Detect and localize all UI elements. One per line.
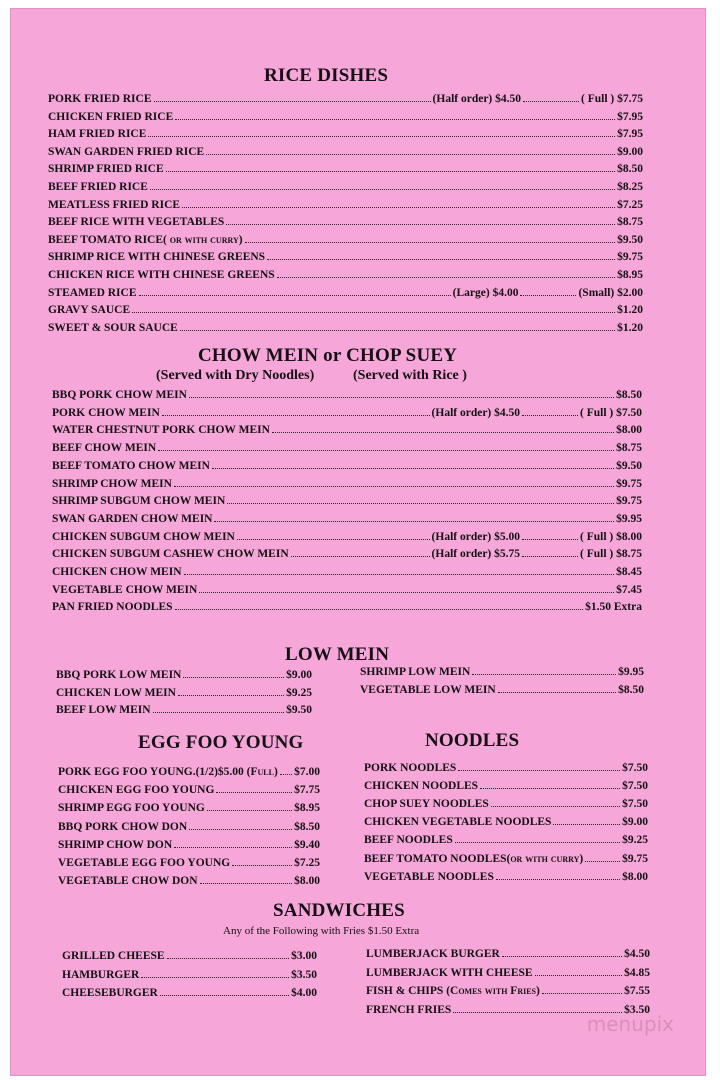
dot-leader (232, 865, 292, 866)
menu-item-price: $9.75 (617, 251, 643, 264)
menu-item-price: $7.95 (617, 110, 643, 123)
watermark: menupix (586, 1012, 674, 1036)
dot-leader (458, 770, 620, 771)
menu-item-price: $9.00 (622, 816, 648, 829)
menu-item-name: PORK FRIED RICE (48, 93, 152, 105)
menu-item (48, 90, 643, 108)
menu-item (52, 457, 642, 475)
menu-item-price: $7.45 (616, 583, 642, 596)
low-mein-title: LOW MEIN (285, 644, 390, 665)
menu-item (364, 777, 648, 795)
dot-leader (523, 101, 579, 102)
menu-item-price: $8.50 (617, 163, 643, 176)
menu-item (364, 759, 648, 777)
menu-item-name: FRENCH FRIES (366, 1003, 452, 1016)
dot-leader (491, 806, 620, 807)
menu-item-price: $9.75 (616, 477, 642, 490)
dot-leader (496, 879, 620, 880)
dot-leader (498, 692, 616, 693)
menu-item (58, 836, 320, 854)
dot-leader (502, 956, 622, 957)
dot-leader (455, 842, 620, 843)
menu-item-price: $3.50 (291, 968, 317, 981)
menu-item-price: $7.50 (622, 780, 648, 793)
menu-item-name: SHRIMP CHOW MEIN (52, 477, 172, 490)
menu-item-name: VEGETABLE EGG FOO YOUNG (58, 857, 231, 869)
menu-item-price: $4.85 (624, 966, 650, 979)
menu-item-name: HAMBURGER (62, 968, 140, 981)
sandwiches-note: Any of the Following with Fries $1.50 Extra (223, 925, 420, 937)
menu-item-name: WATER CHESTNUT PORK CHOW MEIN (52, 424, 270, 437)
dot-leader (472, 674, 616, 675)
menu-item (48, 108, 643, 126)
dot-leader (132, 312, 615, 313)
dot-leader (148, 136, 615, 137)
menu-item-name: GRAVY SAUCE (48, 304, 131, 317)
dot-leader (272, 432, 614, 433)
menu-item (366, 964, 650, 982)
dot-leader (226, 224, 615, 225)
sandwiches-title: SANDWICHES (273, 900, 405, 921)
menu-item-price: $7.50 (622, 798, 648, 811)
menu-item-price: ( Full ) $8.00 (580, 530, 642, 543)
menu-item-name: PORK NOODLES (364, 762, 457, 774)
dot-leader (522, 556, 578, 557)
menu-item (62, 947, 317, 965)
menu-item-name: PORK CHOW MEIN (52, 406, 160, 419)
dot-leader (553, 824, 620, 825)
menu-item-name: BEEF CHOW MEIN (52, 442, 157, 455)
menu-item-name: VEGETABLE NOODLES (364, 870, 494, 883)
dot-leader (166, 171, 615, 172)
chow-mein-title: CHOW MEIN or CHOP SUEY (198, 345, 458, 366)
dot-leader (214, 521, 614, 522)
menu-item-half-price: (Half order) $5.00 (431, 530, 521, 543)
menu-item (48, 248, 643, 266)
menu-item-price: $7.25 (617, 198, 643, 211)
dot-leader (206, 154, 615, 155)
menu-item-price: $8.00 (622, 870, 648, 883)
menu-item-name: SHRIMP RICE WITH CHINESE GREENS (48, 251, 266, 264)
chow-mein-subtitle-dry: (Served with Dry Noodles) (156, 368, 315, 383)
menu-item-price: $8.95 (617, 269, 643, 281)
dot-leader (182, 207, 615, 208)
menu-item-half-price: (Large) $4.00 (452, 286, 519, 299)
menu-item-name: BBQ PORK CHOW DON (58, 820, 188, 833)
dot-leader (522, 415, 578, 416)
menu-item-price: $7.25 (294, 857, 320, 869)
menu-item-name: BEEF TOMATO CHOW MEIN (52, 459, 210, 472)
menu-item-name: CHICKEN VEGETABLE NOODLES (364, 816, 552, 829)
dot-leader (180, 330, 615, 331)
menu-item-price: $3.50 (624, 1003, 650, 1016)
menu-item-name: SHRIMP FRIED RICE (48, 163, 164, 176)
menu-item (52, 404, 642, 422)
menu-item-price: $7.55 (624, 985, 650, 997)
menu-item (52, 439, 642, 457)
dot-leader (150, 189, 615, 190)
menu-item (360, 681, 644, 699)
menu-item-name: SHRIMP CHOW DON (58, 838, 173, 851)
menu-item-half-price: (Half order) $4.50 (432, 93, 522, 105)
menu-item-name: GRILLED CHEESE (62, 950, 165, 962)
dot-leader (160, 995, 289, 996)
menu-item-price: $7.00 (294, 766, 320, 778)
menu-item (52, 563, 642, 581)
menu-item (62, 984, 317, 1002)
menu-item-name: SHRIMP LOW MEIN (360, 666, 471, 678)
menu-item-price: $1.20 (617, 321, 643, 334)
dot-leader (183, 677, 284, 678)
menu-item (48, 196, 643, 214)
menu-item (52, 528, 642, 546)
menu-item-name: VEGETABLE LOW MEIN (360, 683, 496, 696)
menu-item-name: CHOP SUEY NOODLES (364, 798, 489, 811)
menu-item-price: $9.00 (286, 669, 312, 681)
menu-item (364, 850, 648, 868)
menu-item-name: BBQ PORK LOW MEIN (56, 669, 182, 681)
menu-item (58, 818, 320, 836)
menu-item-price: $9.40 (294, 838, 320, 851)
menu-item-price: $9.50 (616, 459, 642, 472)
menu-item-name: CHICKEN NOODLES (364, 780, 479, 793)
dot-leader (542, 993, 622, 994)
menu-item (52, 510, 642, 528)
menu-item (58, 854, 320, 872)
menu-item-name: SWAN GARDEN CHOW MEIN (52, 512, 213, 525)
menu-item-name: BBQ PORK CHOW MEIN (52, 389, 187, 401)
menu-item-name: BEEF TOMATO RICE( or with curry) (48, 233, 243, 246)
dot-leader (174, 847, 292, 848)
menu-item (58, 763, 320, 781)
menu-item-price: $9.50 (617, 233, 643, 246)
menu-item-name: PAN FRIED NOODLES (52, 601, 173, 614)
dot-leader (158, 450, 614, 451)
dot-leader (175, 609, 584, 610)
menu-item-price: $9.75 (616, 495, 642, 508)
dot-leader (245, 242, 616, 243)
menu-item-price: $9.00 (617, 145, 643, 158)
menu-item-price: (Small) $2.00 (578, 286, 643, 299)
menu-item-name: SHRIMP EGG FOO YOUNG (58, 802, 205, 815)
menu-item-price: $9.50 (286, 704, 312, 716)
dot-leader (216, 792, 292, 793)
menu-item-name: BEEF TOMATO NOODLES(or with curry) (364, 852, 584, 865)
menu-item-price: $1.20 (617, 304, 643, 317)
menu-item (48, 231, 643, 249)
menu-item (48, 125, 643, 143)
menu-item-name: MEATLESS FRIED RICE (48, 198, 181, 211)
menu-item-price: $9.95 (616, 512, 642, 525)
menu-item-name: CHICKEN RICE WITH CHINESE GREENS (48, 269, 275, 281)
menu-item-name: LUMBERJACK BURGER (366, 948, 500, 960)
menu-item (56, 701, 312, 719)
menu-item-name: HAM FRIED RICE (48, 128, 147, 141)
menu-item-price: $9.95 (618, 666, 644, 678)
menu-item (48, 178, 643, 196)
menu-item (364, 795, 648, 813)
menu-item-name: FISH & CHIPS (Comes with Fries) (366, 985, 540, 997)
dot-leader (184, 574, 615, 575)
menu-item (48, 284, 643, 302)
menu-item (48, 266, 643, 284)
dot-leader (200, 883, 293, 884)
menu-item-price: $8.50 (618, 683, 644, 696)
menu-item-price: $7.50 (622, 762, 648, 774)
menu-item-name: BEEF FRIED RICE (48, 181, 148, 193)
menu-item-name: BEEF RICE WITH VEGETABLES (48, 216, 225, 229)
menu-item-name: SHRIMP SUBGUM CHOW MEIN (52, 495, 226, 508)
chow-mein-subtitle-rice: (Served with Rice ) (353, 368, 467, 383)
noodles-title: NOODLES (425, 730, 520, 751)
menu-item-price: $8.00 (616, 424, 642, 437)
menu-item-price: $7.95 (617, 128, 643, 141)
menu-item-price: $9.25 (622, 834, 648, 847)
menu-item-price: $9.75 (622, 852, 648, 865)
menu-item-price: $1.50 Extra (585, 601, 642, 614)
menu-item (48, 319, 643, 337)
menu-item-name: SWEET & SOUR SAUCE (48, 321, 178, 334)
dot-leader (207, 810, 292, 811)
menu-item-price: $8.75 (617, 216, 643, 229)
dot-leader (280, 774, 292, 775)
menu-item-name: CHEESEBURGER (62, 987, 158, 999)
menu-item (52, 475, 642, 493)
menu-item (52, 598, 642, 616)
menu-item-price: $8.00 (294, 875, 320, 888)
dot-leader (178, 695, 284, 696)
dot-leader (212, 468, 614, 469)
menu-item-name: CHICKEN CHOW MEIN (52, 566, 182, 578)
menu-item (52, 492, 642, 510)
rice-dishes-title: RICE DISHES (264, 65, 389, 86)
dot-leader (291, 556, 430, 557)
menu-item (52, 545, 642, 563)
menu-item (58, 872, 320, 890)
menu-item-name: CHICKEN SUBGUM CASHEW CHOW MEIN (52, 548, 289, 561)
menu-item (52, 581, 642, 599)
dot-leader (585, 861, 620, 862)
menu-item-price: $7.75 (294, 784, 320, 797)
menu-item (48, 213, 643, 231)
menu-item (366, 982, 650, 1000)
dot-leader (227, 503, 614, 504)
dot-leader (237, 539, 430, 540)
menu-item (360, 663, 644, 681)
menu-item (364, 813, 648, 831)
menu-item-price: $8.45 (616, 566, 642, 578)
dot-leader (199, 592, 614, 593)
menu-item-half-price: (Half order) $4.50 (431, 406, 521, 419)
menu-item (48, 301, 643, 319)
dot-leader (480, 788, 620, 789)
dot-leader (522, 539, 578, 540)
menu-item (48, 143, 643, 161)
menu-item-price: ( Full ) $8.75 (580, 548, 642, 561)
dot-leader (174, 486, 614, 487)
menu-item-price: ( Full ) $7.50 (580, 406, 642, 419)
menu-item-price: $8.75 (616, 442, 642, 455)
menu-item-price: $8.25 (617, 181, 643, 193)
menu-item-name: BEEF LOW MEIN (56, 704, 151, 716)
menu-item-name: VEGETABLE CHOW DON (58, 875, 198, 888)
menu-item (56, 666, 312, 684)
menu-item-name: LUMBERJACK WITH CHEESE (366, 966, 533, 979)
menu-item-price: $3.00 (291, 950, 317, 962)
dot-leader (167, 958, 290, 959)
dot-leader (277, 277, 615, 278)
menu-item (366, 945, 650, 963)
menu-item-name: PORK EGG FOO YOUNG.(1/2)$5.00 (Full) (58, 766, 278, 778)
menu-item-price: $9.25 (286, 686, 312, 699)
menu-item-price: ( Full ) $7.75 (581, 93, 643, 105)
menu-item (364, 831, 648, 849)
menu-item (364, 868, 648, 886)
dot-leader (162, 415, 430, 416)
menu-item-price: $8.50 (294, 820, 320, 833)
menu-item-name: CHICKEN EGG FOO YOUNG (58, 784, 215, 797)
menu-item-price: $4.00 (291, 987, 317, 999)
egg-foo-young-title: EGG FOO YOUNG (138, 732, 304, 753)
dot-leader (153, 712, 285, 713)
menu-item-price: $8.95 (294, 802, 320, 815)
menu-item (52, 386, 642, 404)
menu-item-name: SWAN GARDEN FRIED RICE (48, 145, 205, 158)
dot-leader (154, 101, 431, 102)
menu-item (52, 421, 642, 439)
menu-item-price: $8.50 (616, 389, 642, 401)
menu-item-name: CHICKEN LOW MEIN (56, 686, 176, 699)
menu-item-half-price: (Half order) $5.75 (431, 548, 521, 561)
menu-item-name: CHICKEN SUBGUM CHOW MEIN (52, 530, 235, 543)
dot-leader (267, 259, 615, 260)
dot-leader (139, 295, 451, 296)
dot-leader (189, 829, 292, 830)
menu-item-name: VEGETABLE CHOW MEIN (52, 583, 198, 596)
menu-page (10, 8, 706, 1076)
menu-item (62, 966, 317, 984)
dot-leader (535, 975, 623, 976)
menu-item-name: STEAMED RICE (48, 286, 137, 299)
menu-item-name: CHICKEN FRIED RICE (48, 110, 174, 123)
menu-item-price: $4.50 (624, 948, 650, 960)
dot-leader (141, 977, 289, 978)
menu-item-name: BEEF NOODLES (364, 834, 453, 847)
menu-item (58, 799, 320, 817)
menu-item (48, 160, 643, 178)
dot-leader (520, 295, 576, 296)
dot-leader (189, 397, 614, 398)
menu-item (56, 684, 312, 702)
menu-item (58, 781, 320, 799)
dot-leader (175, 119, 615, 120)
